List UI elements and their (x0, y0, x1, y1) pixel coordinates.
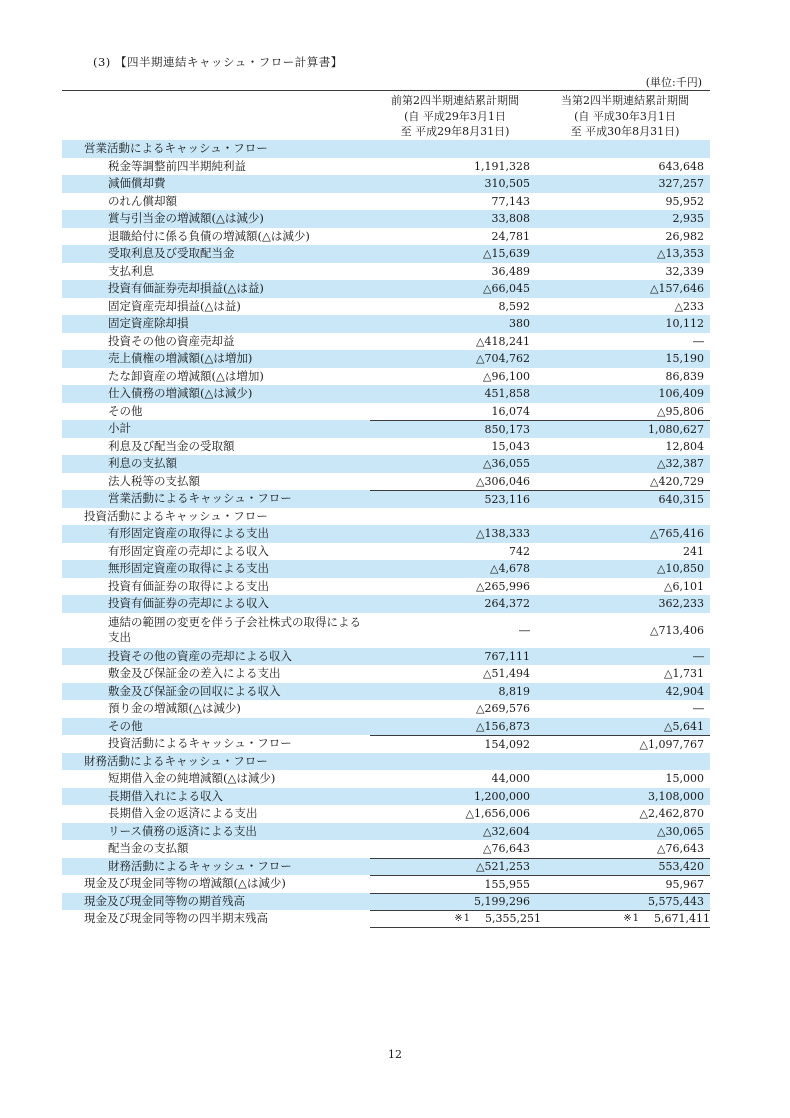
amount: 1,080,627 (648, 422, 704, 436)
value-current-period (542, 718, 710, 736)
table-row (62, 228, 710, 246)
row-label: 長期借入金の返済による支出 (108, 806, 258, 820)
value-previous-period (370, 508, 542, 526)
value-current-period (542, 735, 710, 753)
amount: △420,729 (650, 474, 704, 488)
amount: 380 (509, 317, 530, 331)
row-label: 売上債権の増減額(△は増加) (108, 351, 253, 365)
value-current-period (542, 595, 710, 613)
amount: 77,143 (491, 194, 530, 208)
amount: △713,406 (650, 623, 704, 637)
value-previous-period (370, 175, 542, 193)
amount: △156,873 (476, 719, 530, 733)
table-row (62, 385, 710, 403)
amount: 15,043 (491, 439, 530, 453)
amount: 5,671,411 (654, 912, 710, 926)
amount: △13,353 (657, 247, 704, 261)
value-previous-period (370, 333, 542, 351)
row-label: 小計 (108, 421, 131, 435)
amount: 5,575,443 (648, 895, 704, 909)
amount: 26,982 (665, 229, 704, 243)
amount: △32,387 (657, 457, 704, 471)
amount: △265,996 (476, 579, 530, 593)
value-previous-period (370, 753, 542, 771)
row-label: 営業活動によるキャッシュ・フロー (84, 141, 268, 155)
row-label: 現金及び現金同等物の四半期末残高 (84, 911, 268, 925)
value-previous-period (370, 193, 542, 211)
column-header-current-period (540, 93, 710, 140)
value-previous-period (370, 228, 542, 246)
table-row (62, 175, 710, 193)
value-previous-period (370, 245, 542, 263)
table-row (62, 263, 710, 281)
table-row (62, 560, 710, 578)
amount: 310,505 (484, 177, 530, 191)
amount: △76,643 (657, 842, 704, 856)
row-label: リース債務の返済による支出 (108, 823, 257, 838)
amount: 15,000 (665, 772, 704, 786)
amount: △36,055 (483, 457, 530, 471)
table-row (62, 438, 710, 456)
amount: 33,808 (491, 212, 530, 226)
amount: 742 (509, 544, 530, 558)
table-row (62, 280, 710, 298)
table-row (62, 893, 710, 911)
value-previous-period (370, 893, 542, 911)
value-previous-period (370, 420, 542, 438)
value-current-period (542, 508, 710, 526)
table-row (62, 350, 710, 368)
value-current-period (542, 263, 710, 281)
table-row (62, 665, 710, 683)
value-previous-period (370, 910, 542, 928)
amount: 3,108,000 (648, 789, 704, 803)
amount: △269,576 (476, 702, 530, 716)
value-current-period (542, 700, 710, 718)
table-row (62, 578, 710, 596)
row-label: 現金及び現金同等物の増減額(△は減少) (84, 876, 286, 890)
value-previous-period (370, 140, 542, 158)
amount: 241 (683, 544, 704, 558)
value-current-period (542, 910, 710, 928)
note-mark: ※1 (623, 913, 641, 925)
table-row (62, 473, 710, 491)
value-current-period (542, 315, 710, 333)
value-current-period (542, 350, 710, 368)
table-row (62, 490, 710, 508)
value-current-period (542, 648, 710, 666)
row-label: 有形固定資産の売却による収入 (108, 543, 269, 558)
amount: △2,462,870 (639, 807, 704, 821)
amount: △704,762 (476, 352, 530, 366)
table-row (62, 788, 710, 806)
table-row (62, 700, 710, 718)
amount: △76,643 (483, 842, 530, 856)
row-label: 投資有価証券の取得による支出 (108, 578, 269, 593)
value-previous-period (370, 385, 542, 403)
amount: ― (693, 702, 704, 716)
row-label: 連結の範囲の変更を伴う子会社株式の取得による支出 (108, 614, 361, 644)
column-header-line: (自 平成30年3月1日 (574, 109, 676, 123)
amount: △10,850 (657, 562, 704, 576)
row-label: 財務活動によるキャッシュ・フロー (108, 858, 292, 873)
value-current-period (542, 753, 710, 771)
amount: 451,858 (484, 387, 530, 401)
row-label: 投資活動によるキャッシュ・フロー (108, 736, 292, 750)
value-previous-period (370, 543, 542, 561)
table-row (62, 140, 710, 158)
row-label: 法人税等の支払額 (108, 473, 200, 488)
row-label: 長期借入れによる収入 (108, 788, 223, 803)
column-header-line: (自 平成29年3月1日 (404, 109, 506, 123)
value-current-period (542, 420, 710, 438)
row-label: 投資有価証券売却損益(△は益) (108, 281, 264, 295)
value-current-period (542, 438, 710, 456)
amount: 362,233 (658, 597, 704, 611)
value-current-period (542, 228, 710, 246)
amount: △1,656,006 (465, 807, 530, 821)
table-row (62, 525, 710, 543)
table-row (62, 683, 710, 701)
amount: 10,112 (665, 317, 704, 331)
table-row (62, 210, 710, 228)
amount: △5,641 (664, 719, 704, 733)
value-previous-period (370, 875, 542, 893)
unit-label: (単位:千円) (645, 76, 702, 89)
table-row (62, 420, 710, 438)
row-label: 固定資産売却損益(△は益) (108, 298, 241, 313)
note-mark: ※1 (454, 913, 472, 925)
value-current-period (542, 473, 710, 491)
row-label: 預り金の増減額(△は減少) (108, 701, 241, 715)
amount: 1,191,328 (474, 159, 530, 173)
row-label: 投資有価証券の売却による収入 (108, 596, 269, 610)
amount: 767,111 (484, 649, 530, 663)
value-current-period (542, 578, 710, 596)
row-label: 敷金及び保証金の回収による収入 (108, 683, 281, 698)
amount: 95,967 (665, 877, 704, 891)
column-headers (62, 93, 710, 140)
value-previous-period (370, 578, 542, 596)
table-row (62, 403, 710, 421)
value-current-period (542, 140, 710, 158)
row-label: 短期借入金の純増減額(△は減少) (108, 771, 276, 785)
table-row (62, 613, 710, 648)
value-previous-period (370, 210, 542, 228)
amount: △30,065 (657, 824, 704, 838)
table-row (62, 648, 710, 666)
amount: △4,678 (490, 562, 530, 576)
amount: 106,409 (658, 387, 704, 401)
amount: △32,604 (483, 824, 530, 838)
value-previous-period (370, 298, 542, 316)
amount: △66,045 (483, 282, 530, 296)
amount: 264,372 (484, 597, 530, 611)
amount: △1,097,767 (639, 737, 704, 751)
value-current-period (542, 455, 710, 473)
amount: △306,046 (476, 474, 530, 488)
table-row (62, 508, 710, 526)
table-row (62, 840, 710, 858)
value-current-period (542, 210, 710, 228)
table-row (62, 455, 710, 473)
table-row (62, 718, 710, 736)
row-label: 賞与引当金の増減額(△は減少) (108, 211, 264, 225)
table-row (62, 158, 710, 176)
amount: 640,315 (658, 492, 704, 506)
amount: △96,100 (483, 369, 530, 383)
amount: ― (693, 649, 704, 663)
value-current-period (542, 683, 710, 701)
amount: 1,200,000 (474, 789, 530, 803)
value-previous-period (370, 525, 542, 543)
amount: 16,074 (491, 404, 530, 418)
table-row (62, 858, 710, 876)
value-previous-period (370, 263, 542, 281)
value-previous-period (370, 683, 542, 701)
label-column-spacer (62, 93, 370, 140)
value-current-period (542, 893, 710, 911)
column-header-line: 至 平成29年8月31日) (400, 125, 510, 138)
value-current-period (542, 158, 710, 176)
value-current-period (542, 560, 710, 578)
row-label: 無形固定資産の取得による支出 (108, 561, 269, 575)
value-current-period (542, 280, 710, 298)
row-label: 営業活動によるキャッシュ・フロー (108, 491, 292, 505)
value-current-period (542, 858, 710, 876)
table-row (62, 298, 710, 316)
value-previous-period (370, 438, 542, 456)
amount: 15,190 (665, 352, 704, 366)
row-label: 利息及び配当金の受取額 (108, 438, 235, 453)
value-previous-period (370, 473, 542, 491)
amount: △157,646 (650, 282, 704, 296)
amount: △521,253 (476, 860, 530, 874)
value-previous-period (370, 158, 542, 176)
row-label: 仕入債務の増減額(△は減少) (108, 386, 253, 400)
row-label: 利息の支払額 (108, 456, 177, 470)
amount: 32,339 (665, 264, 704, 278)
row-label: 支払利息 (108, 263, 154, 278)
value-current-period (542, 525, 710, 543)
amount: △138,333 (476, 527, 530, 541)
value-current-period (542, 770, 710, 788)
amount: △6,101 (664, 579, 704, 593)
value-current-period (542, 368, 710, 386)
amount: 553,420 (658, 860, 704, 874)
row-label: その他 (108, 403, 143, 418)
amount: 327,257 (658, 177, 704, 191)
amount: 86,839 (665, 369, 704, 383)
value-previous-period (370, 735, 542, 753)
amount: 8,819 (498, 684, 530, 698)
value-current-period (542, 543, 710, 561)
value-previous-period (370, 700, 542, 718)
table-row (62, 805, 710, 823)
amount: △1,731 (664, 667, 704, 681)
table-row (62, 245, 710, 263)
row-label: 退職給付に係る負債の増減額(△は減少) (108, 228, 310, 243)
value-previous-period (370, 350, 542, 368)
table-row (62, 910, 710, 928)
row-label: たな卸資産の増減額(△は増加) (108, 368, 264, 383)
amount: 523,116 (484, 492, 530, 506)
row-label: のれん償却額 (108, 193, 177, 208)
header-rule (62, 90, 710, 91)
row-label: 敷金及び保証金の差入による支出 (108, 666, 281, 680)
value-previous-period (370, 613, 542, 648)
value-current-period (542, 193, 710, 211)
table-row (62, 333, 710, 351)
amount: 850,173 (484, 422, 530, 436)
value-previous-period (370, 595, 542, 613)
amount: 5,355,251 (485, 912, 541, 926)
table-row (62, 823, 710, 841)
value-current-period (542, 823, 710, 841)
value-previous-period (370, 280, 542, 298)
value-previous-period (370, 788, 542, 806)
amount: 42,904 (665, 684, 704, 698)
row-label: 配当金の支払額 (108, 841, 189, 855)
value-current-period (542, 245, 710, 263)
amount: ― (693, 334, 704, 348)
cash-flow-table (62, 140, 710, 928)
column-header-previous-period (370, 93, 540, 140)
value-previous-period (370, 823, 542, 841)
table-row (62, 875, 710, 893)
table-row (62, 595, 710, 613)
row-label: 減価償却費 (108, 176, 166, 190)
value-previous-period (370, 560, 542, 578)
column-header-line: 至 平成30年8月31日) (570, 125, 680, 138)
amount: 24,781 (491, 229, 530, 243)
value-previous-period (370, 805, 542, 823)
amount: 36,489 (491, 264, 530, 278)
value-current-period (542, 490, 710, 508)
amount: 154,092 (484, 737, 530, 751)
value-current-period (542, 613, 710, 648)
row-label: 投資その他の資産の売却による収入 (108, 648, 292, 663)
amount: △765,416 (650, 527, 704, 541)
row-label: 現金及び現金同等物の期首残高 (84, 893, 245, 908)
page-title: (3) 【四半期連結キャッシュ・フロー計算書】 (93, 55, 343, 69)
table-row (62, 770, 710, 788)
value-current-period (542, 298, 710, 316)
value-previous-period (370, 455, 542, 473)
value-previous-period (370, 315, 542, 333)
row-label: 有形固定資産の取得による支出 (108, 526, 269, 540)
amount: △15,639 (483, 247, 530, 261)
value-previous-period (370, 368, 542, 386)
column-header-line: 当第2四半期連結累計期間 (561, 94, 689, 107)
page-number: 12 (388, 1048, 402, 1061)
amount: 155,955 (484, 877, 530, 891)
table-row (62, 368, 710, 386)
amount: 95,952 (665, 194, 704, 208)
amount: △418,241 (476, 334, 530, 348)
amount: △95,806 (657, 404, 704, 418)
row-label: 投資その他の資産売却益 (108, 333, 235, 348)
value-current-period (542, 175, 710, 193)
value-previous-period (370, 718, 542, 736)
row-label: 固定資産除却損 (108, 316, 189, 330)
row-label: 投資活動によるキャッシュ・フロー (84, 508, 268, 523)
row-label: 財務活動によるキャッシュ・フロー (84, 753, 268, 768)
amount: 643,648 (658, 159, 704, 173)
table-row (62, 193, 710, 211)
amount: ― (519, 623, 530, 637)
amount: 8,592 (498, 299, 530, 313)
column-header-line: 前第2四半期連結累計期間 (391, 94, 519, 107)
amount: 44,000 (491, 772, 530, 786)
amount: △233 (674, 299, 704, 313)
value-current-period (542, 805, 710, 823)
value-current-period (542, 840, 710, 858)
value-previous-period (370, 403, 542, 421)
value-previous-period (370, 840, 542, 858)
value-current-period (542, 875, 710, 893)
row-label: 受取利息及び受取配当金 (108, 246, 235, 260)
amount: 5,199,296 (474, 895, 530, 909)
table-row (62, 543, 710, 561)
value-current-period (542, 403, 710, 421)
table-row (62, 315, 710, 333)
table-row (62, 735, 710, 753)
value-previous-period (370, 770, 542, 788)
value-previous-period (370, 665, 542, 683)
amount: 2,935 (672, 212, 704, 226)
amount: 12,804 (665, 439, 704, 453)
value-current-period (542, 665, 710, 683)
value-previous-period (370, 490, 542, 508)
amount: △51,494 (483, 667, 530, 681)
value-current-period (542, 788, 710, 806)
value-current-period (542, 333, 710, 351)
value-current-period (542, 385, 710, 403)
table-row (62, 753, 710, 771)
value-previous-period (370, 858, 542, 876)
value-previous-period (370, 648, 542, 666)
row-label: 税金等調整前四半期純利益 (108, 158, 246, 173)
row-label: その他 (108, 718, 143, 733)
